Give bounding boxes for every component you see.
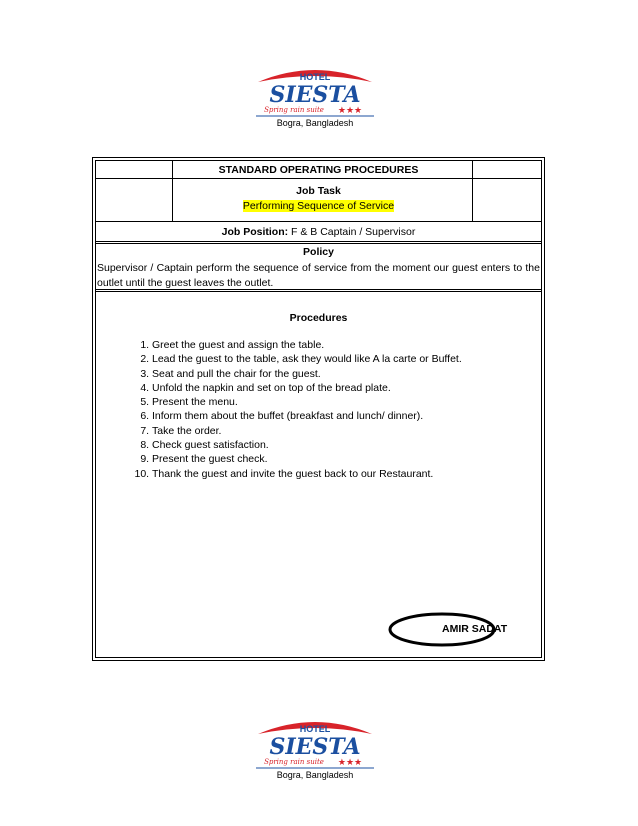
job-position-row bbox=[96, 221, 541, 244]
procedure-step: 3. Seat and pull the chair for the guest. bbox=[152, 367, 462, 381]
hotel-logo-bottom bbox=[250, 712, 380, 782]
procedure-step: 10. Thank the guest and invite the guest back to our Restaurant. bbox=[152, 467, 462, 481]
logo-stars: ★★★ bbox=[337, 106, 363, 116]
job-position-value: F & B Captain / Supervisor bbox=[291, 226, 416, 238]
procedure-step: 5. Present the menu. bbox=[152, 395, 462, 409]
sop-title: STANDARD OPERATING PROCEDURES bbox=[218, 164, 419, 176]
job-task-row bbox=[96, 178, 541, 222]
procedure-step: 2. Lead the guest to the table, ask they would like A la carte or Buffet. bbox=[152, 352, 462, 366]
logo-hotel-text: HOTEL bbox=[299, 72, 331, 82]
job-position-label: Job Position: bbox=[221, 226, 289, 238]
logo-stars: ★★★ bbox=[337, 758, 363, 768]
logo-location-text: Bogra, Bangladesh bbox=[276, 770, 354, 780]
procedure-step: 9. Present the guest check. bbox=[152, 452, 462, 466]
procedure-step: 6. Inform them about the buffet (breakfast and lunch/ dinner). bbox=[152, 409, 462, 423]
policy-row bbox=[96, 244, 541, 292]
signature-name: AMIR SADAT bbox=[442, 623, 508, 635]
logo-location-text: Bogra, Bangladesh bbox=[276, 118, 354, 128]
logo-tagline-text: Spring rain suite bbox=[264, 758, 324, 766]
hotel-logo-top bbox=[250, 60, 380, 130]
logo-tagline-text: Spring rain suite bbox=[264, 106, 324, 114]
procedures-title: Procedures bbox=[289, 312, 348, 324]
procedure-step: 4. Unfold the napkin and set on top of the bread plate. bbox=[152, 381, 462, 395]
sop-form bbox=[92, 157, 545, 661]
procedure-step: 8. Check guest satisfaction. bbox=[152, 438, 462, 452]
logo-brand-text: SIESTA bbox=[269, 734, 361, 760]
logo-brand-text: SIESTA bbox=[269, 82, 361, 108]
policy-text: Supervisor / Captain perform the sequence of service from the moment our guest enters to the outlet until the guest leaves the outlet. bbox=[97, 262, 540, 289]
logo-hotel-text: HOTEL bbox=[299, 724, 331, 734]
job-task-label: Job Task bbox=[296, 185, 341, 197]
procedure-step: 1. Greet the guest and assign the table. bbox=[152, 338, 462, 352]
header-row bbox=[96, 161, 541, 179]
job-task-value: Performing Sequence of Service bbox=[242, 200, 395, 212]
procedure-step: 7. Take the order. bbox=[152, 424, 462, 438]
policy-label: Policy bbox=[303, 246, 334, 258]
procedure-list bbox=[126, 338, 462, 481]
